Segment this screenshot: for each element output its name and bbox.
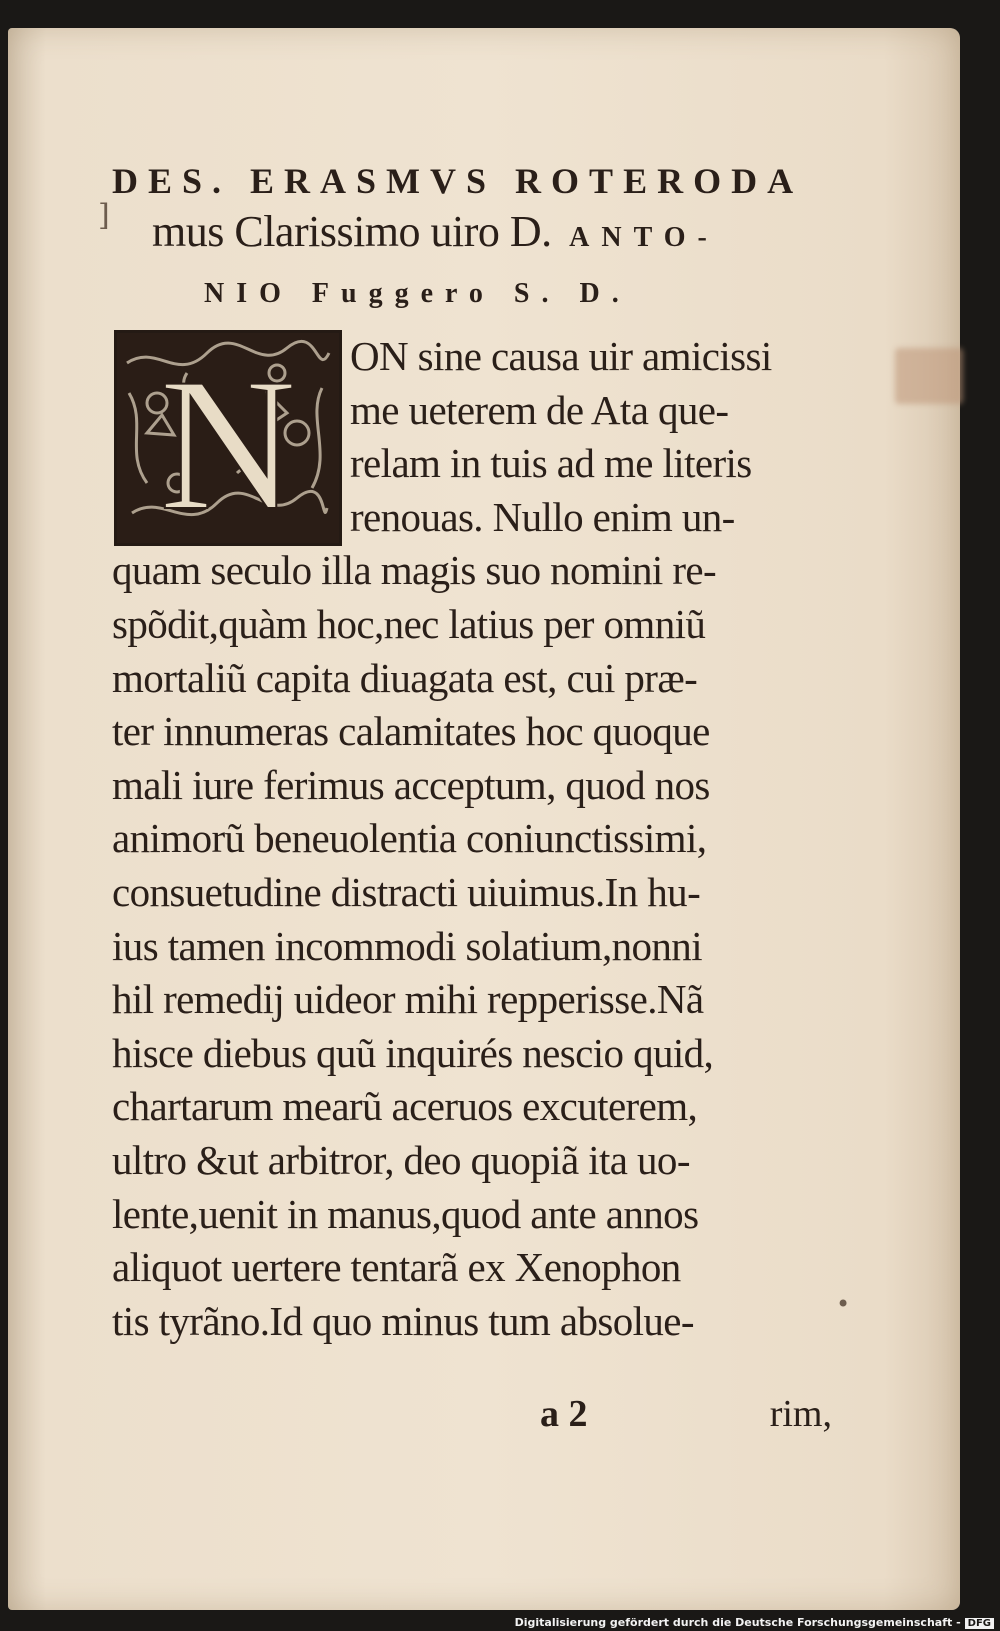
text-line: ultro &ut arbitror, deo quopiã ita uo-	[112, 1136, 690, 1183]
signature-mark: a 2	[540, 1393, 588, 1435]
catchword: rim,	[769, 1393, 832, 1435]
bleed-through-mark: •	[836, 1290, 851, 1318]
text-line: ter innumeras calamitates hoc quoque	[112, 708, 710, 755]
text-line: me ueterem de Ata que-	[350, 386, 729, 433]
bleed-through-mark: ]	[98, 198, 110, 233]
heading-line-3-main: NIO Fuggero	[204, 278, 495, 309]
text-line: hil remedij uideor mihi repperisse.Nã	[112, 976, 704, 1023]
heading-line-2	[152, 206, 832, 262]
text-line: chartarum mearũ aceruos excuterem,	[112, 1083, 698, 1130]
text-line: mortaliũ capita diuagata est, cui præ-	[112, 654, 698, 701]
page-footer	[112, 1392, 832, 1442]
heading-line-1: DES. ERASMVS ROTERODA	[112, 161, 804, 201]
heading-line-2-main: mus Clarissimo uiro D.	[152, 207, 552, 256]
credit-text: Digitalisierung gefördert durch die Deutsche Forschungsgemeinschaft -	[514, 1616, 961, 1629]
text-line: ius tamen incommodi solatium,nonni	[112, 922, 702, 969]
text-line: mali iure ferimus acceptum, quod nos	[112, 761, 710, 808]
text-line: ON sine causa uir amicissi	[350, 333, 772, 379]
initial-letter: N	[159, 340, 297, 543]
paper-stain	[895, 348, 963, 404]
text-line: renouas. Nullo enim un-	[350, 493, 735, 540]
text-line: relam in tuis ad me literis	[350, 440, 752, 487]
text-line: tis tyrãno.Id quo minus tum absolue-	[112, 1297, 694, 1344]
body-text	[112, 330, 832, 1348]
heading-line-2-small: ANTO-	[551, 222, 719, 253]
text-line: animorũ beneuolentia coniunctissimi,	[112, 815, 707, 862]
dfg-badge: DFG	[965, 1618, 994, 1629]
text-line: quam seculo illa magis suo nomini re-	[112, 547, 717, 594]
title-heading	[112, 160, 832, 318]
text-line: consuetudine distracti uiuimus.In hu-	[112, 868, 701, 915]
text-line: spõdit,quàm hoc,nec latius per omniũ	[112, 600, 706, 647]
text-line: lente,uenit in manus,quod ante annos	[112, 1190, 699, 1237]
text-line: hisce diebus quũ inquirés nescio quid,	[112, 1029, 714, 1076]
digitization-credit	[515, 1616, 994, 1629]
heading-line-3-small: S. D.	[494, 278, 631, 309]
text-line: aliquot uertere tentarã ex Xenophon	[112, 1244, 681, 1291]
heading-line-3	[204, 262, 832, 318]
